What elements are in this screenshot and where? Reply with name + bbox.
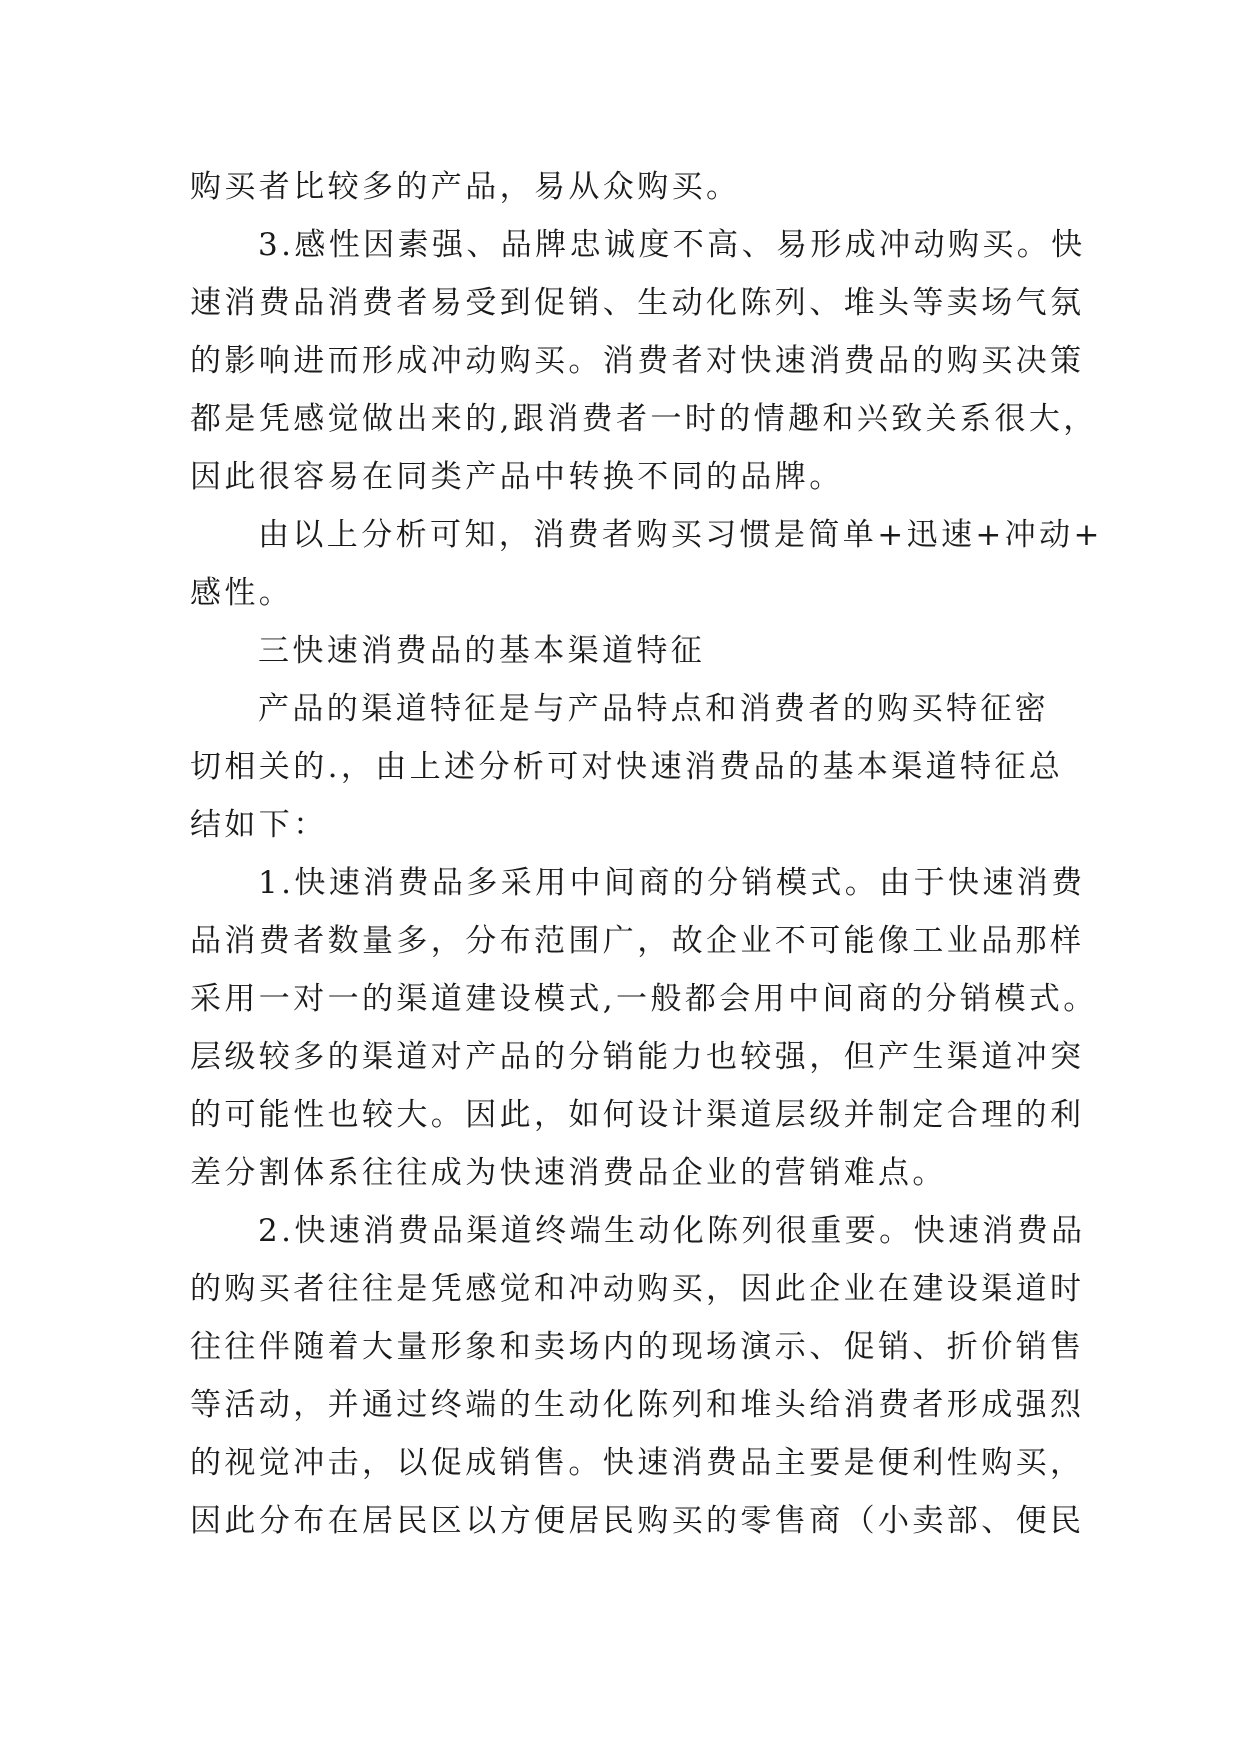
text-line: 2.快速消费品渠道终端生动化陈列很重要。快速消费品 [258, 1213, 1086, 1249]
text-line: 购买者比较多的产品，易从众购买。 [190, 169, 741, 205]
text-line: 因此很容易在同类产品中转换不同的品牌。 [190, 459, 844, 495]
text-line: 3.感性因素强、品牌忠诚度不高、易形成冲动购买。快 [258, 227, 1086, 263]
text-line: 等活动，并通过终端的生动化陈列和堆头给消费者形成强烈 [190, 1387, 1085, 1423]
text-line: 感性。 [190, 575, 294, 611]
text-line: 都是凭感觉做出来的,跟消费者一时的情趣和兴致关系很大， [190, 401, 1098, 437]
text-line: 切相关的.，由上述分析可对快速消费品的基本渠道特征总 [190, 749, 1064, 785]
text-line: 的视觉冲击，以促成销售。快速消费品主要是便利性购买， [190, 1445, 1085, 1481]
text-line: 往往伴随着大量形象和卖场内的现场演示、促销、折价销售 [190, 1329, 1085, 1365]
text-line: 速消费品消费者易受到促销、生动化陈列、堆头等卖场气氛 [190, 285, 1085, 321]
section-heading: 三快速消费品的基本渠道特征 [258, 633, 706, 669]
text-line: 的购买者往往是凭感觉和冲动购买，因此企业在建设渠道时 [190, 1271, 1085, 1307]
text-line: 结如下： [190, 807, 328, 843]
text-line: 由以上分析可知，消费者购买习惯是简单+迅速+冲动+ [258, 517, 1103, 553]
text-line: 品消费者数量多，分布范围广，故企业不可能像工业品那样 [190, 923, 1085, 959]
text-line: 产品的渠道特征是与产品特点和消费者的购买特征密 [258, 691, 1050, 727]
text-line: 差分割体系往往成为快速消费品企业的营销难点。 [190, 1155, 947, 1191]
text-line: 因此分布在居民区以方便居民购买的零售商（小卖部、便民 [190, 1503, 1085, 1539]
text-line: 1.快速消费品多采用中间商的分销模式。由于快速消费 [258, 865, 1086, 901]
text-line: 的影响进而形成冲动购买。消费者对快速消费品的购买决策 [190, 343, 1085, 379]
text-line: 采用一对一的渠道建设模式,一般都会用中间商的分销模式。 [190, 981, 1098, 1017]
document-body [190, 158, 1103, 1550]
text-line: 层级较多的渠道对产品的分销能力也较强，但产生渠道冲突 [190, 1039, 1085, 1075]
text-line: 的可能性也较大。因此，如何设计渠道层级并制定合理的利 [190, 1097, 1085, 1133]
